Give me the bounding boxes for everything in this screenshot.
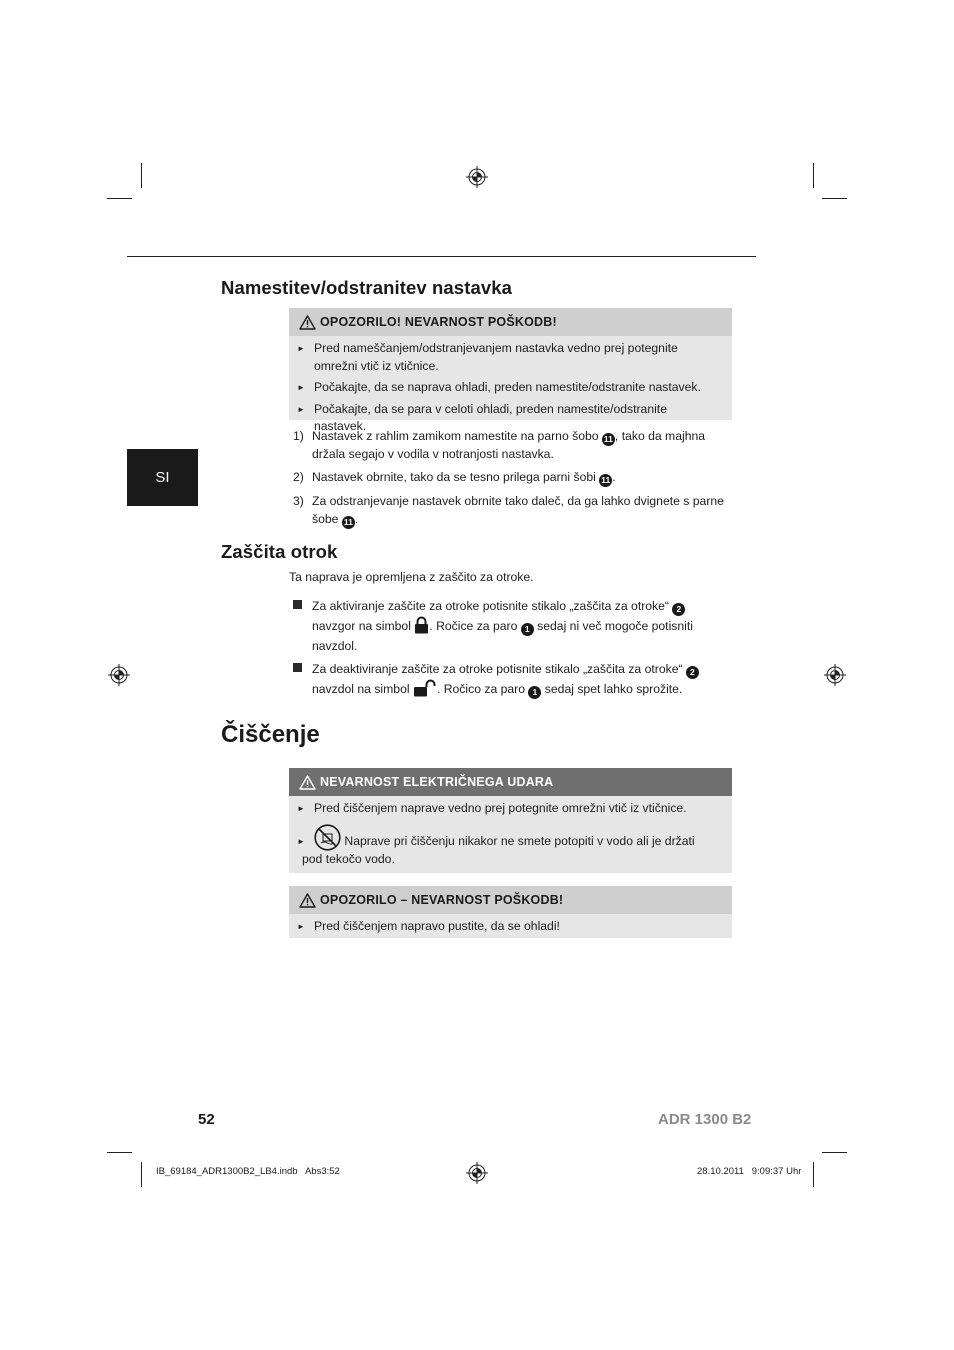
list-item (289, 379, 732, 397)
crop-mark (141, 1162, 142, 1187)
list-item (289, 824, 732, 869)
lock-open-icon (413, 679, 437, 697)
step-text-part: Nastavek z rahlim zamikom namestite na parno šobo (312, 429, 599, 443)
no-water-immersion-icon (314, 824, 341, 851)
intro-text: Ta naprava je opremljena z zaščito za otroke. (289, 570, 534, 584)
warning-triangle-icon (299, 315, 316, 330)
section-title: Čiščenje (221, 721, 320, 748)
reference-number-badge: 11 (343, 516, 353, 527)
danger-item-text: pod tekočo vodo. (302, 851, 395, 866)
warning-item-text: Pred nameščanjem/odstranjevanjem nastavka vedno prej potegnite omrežni vtič iz vtičnice. (314, 341, 678, 373)
warning-item-text: Pred čiščenjem napravo pustite, da se ohladi! (314, 919, 560, 933)
bullet-text-part: sedaj spet lahko sprožite. (544, 682, 683, 696)
bullet-text-part: Za deaktiviranje zaščite za otroke potisnite stikalo „zaščita za otroke“ (312, 662, 683, 676)
registration-mark-icon (108, 664, 130, 686)
file-slug: IB_69184_ADR1300B2_LB4.indb Abs3:52 (156, 1166, 340, 1177)
crop-mark (107, 198, 132, 199)
reference-number-badge: 11 (601, 475, 611, 485)
registration-mark-icon (466, 166, 488, 188)
arrow-bullet-icon: ► (297, 344, 305, 353)
step-text-part: šobe (312, 511, 339, 526)
reference-number-badge: 1 (528, 686, 541, 699)
step-text-part: , tako da majhna (614, 429, 706, 443)
step-text-part: . (612, 470, 616, 484)
arrow-bullet-icon: ► (297, 922, 305, 931)
list-item (289, 800, 732, 818)
warning-item-text: Počakajte, da se naprava ohladi, preden namestite/odstranite nastavek. (314, 380, 701, 394)
bullet-text (312, 659, 732, 699)
section-title: Namestitev/odstranitev nastavka (221, 277, 513, 298)
arrow-bullet-icon: ► (297, 404, 305, 414)
warning-box (289, 308, 732, 433)
danger-item-text: Pred čiščenjem naprave vedno prej potegnite omrežni vtič iz vtičnice. (314, 801, 687, 815)
list-item (289, 918, 732, 936)
step-number: 3) (293, 494, 304, 508)
crop-mark (813, 1162, 814, 1187)
warning-item-text: Počakajte, da se para v celoti ohladi, preden namestite/odstranite nastavek. (314, 401, 667, 433)
arrow-bullet-icon: ► (297, 383, 305, 392)
warning-box (289, 886, 732, 938)
step-text-part: . (354, 511, 359, 526)
crop-mark (822, 1152, 847, 1153)
crop-mark (813, 163, 814, 188)
registration-mark-icon (824, 664, 846, 686)
language-tab-label: SI (155, 469, 170, 486)
step-text (312, 493, 732, 529)
reference-number-badge: 2 (686, 666, 699, 679)
crop-mark (141, 163, 142, 188)
bullet-text-part: navzdol. (312, 639, 358, 653)
bullet-text (312, 596, 732, 656)
danger-title: NEVARNOST ELEKTRIČNEGA UDARA (320, 775, 554, 789)
model-name: ADR 1300 B2 (658, 1111, 752, 1128)
warning-title: OPOZORILO – NEVARNOST POŠKODB! (320, 893, 564, 907)
step-text (312, 469, 732, 487)
bullet-text-part: sedaj ni več mogoče potisniti (537, 619, 693, 633)
arrow-bullet-icon: ► (297, 836, 305, 846)
step-number: 2) (293, 470, 304, 484)
danger-header (289, 768, 732, 796)
danger-box (289, 768, 732, 873)
square-bullet-icon (293, 600, 302, 609)
bullet-text-part: Za aktiviranje zaščite za otroke potisnite stikalo „zaščita za otroke“ (312, 599, 669, 613)
arrow-bullet-icon: ► (297, 804, 305, 813)
language-tab (127, 449, 198, 506)
step-number: 1) (293, 429, 304, 443)
lock-closed-icon (414, 616, 429, 634)
timestamp-slug: 28.10.2011 9:09:37 Uhr (697, 1166, 802, 1177)
page-number: 52 (198, 1111, 215, 1128)
warning-header (289, 308, 732, 336)
warning-title: OPOZORILO! NEVARNOST POŠKODB! (320, 315, 557, 329)
registration-mark-icon (466, 1162, 488, 1184)
bullet-text-part: navzdol na simbol (312, 682, 410, 696)
bullet-text-part: . Ročico za paro (436, 682, 526, 696)
warning-triangle-icon (299, 775, 316, 790)
danger-item-text: Naprave pri čiščenju nikakor ne smete potopiti v vodo ali je držati (344, 833, 695, 848)
reference-number-badge: 2 (672, 603, 685, 616)
list-item (289, 340, 732, 375)
bullet-text-part: . Ročice za paro (429, 619, 518, 633)
reference-number-badge: 1 (521, 623, 534, 636)
header-rule (127, 256, 756, 257)
warning-triangle-icon (299, 893, 316, 908)
crop-mark (107, 1152, 132, 1153)
step-text-part: držala segajo v vodila v notranjosti nastavka. (312, 447, 554, 461)
step-text-part: Nastavek obrnite, tako da se tesno prilega parni šobi (312, 470, 596, 484)
section-title: Zaščita otrok (221, 541, 338, 562)
square-bullet-icon (293, 663, 302, 672)
crop-mark (822, 198, 847, 199)
step-text (312, 428, 732, 464)
step-text-part: Za odstranjevanje nastavek obrnite tako daleč, da ga lahko dvignete s parne (312, 494, 724, 508)
reference-number-badge: 11 (603, 434, 613, 444)
warning-header (289, 886, 732, 914)
bullet-text-part: navzgor na simbol (312, 619, 411, 633)
